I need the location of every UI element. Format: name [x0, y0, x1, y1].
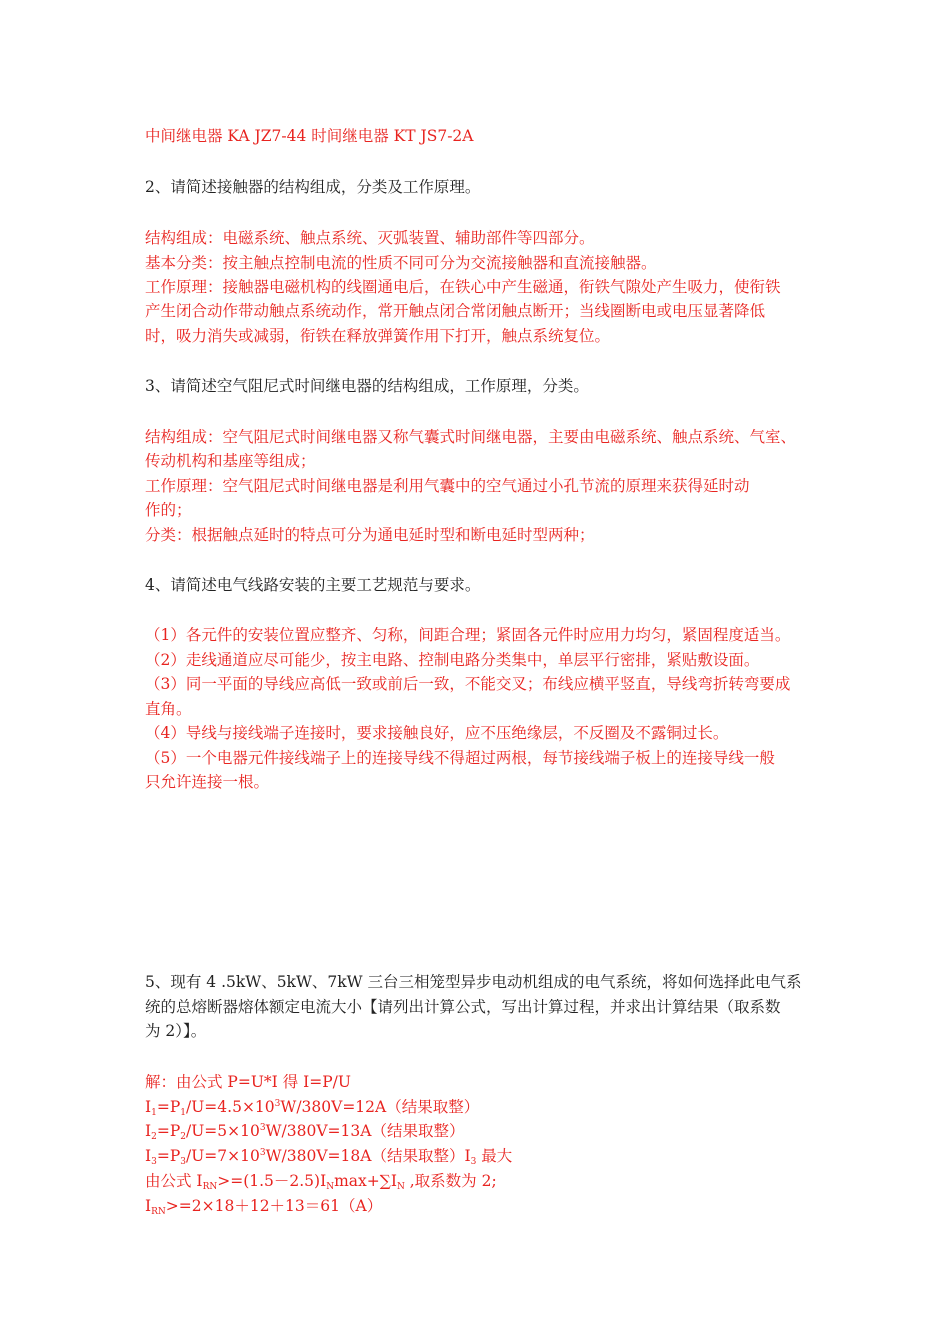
solution-line-fuse-formula: 由公式 $I_{RN}>=(1.5-2.5)I_N\max+\sum I_N$ ,取系数为 2; [145, 1172, 497, 1192]
question-2: 2、请简述接触器的结构组成，分类及工作原理。 [145, 178, 481, 196]
q4-answer-line: 只允许连接一根。 [145, 773, 270, 791]
question-4: 4、请简述电气线路安装的主要工艺规范与要求。 [145, 576, 481, 594]
relay-models-line: 中间继电器 KA JZ7-44 时间继电器 KT JS7-2A [145, 127, 474, 145]
q4-answer-line: （1）各元件的安装位置应整齐、匀称，间距合理；紧固各元件时应用力均匀，紧固程度适当。 [145, 626, 791, 644]
question-5-line: 5、现有 4 .5kW、5kW、7kW 三台三相笼型异步电动机组成的电气系统，将如何选择此电气系 [145, 973, 802, 991]
question-5-line: 统的总熔断器熔体额定电流大小【请列出计算公式，写出计算过程，并求出计算结果（取系数 [145, 998, 781, 1016]
q2-answer-line: 结构组成：电磁系统、触点系统、灭弧装置、辅助部件等四部分。 [145, 229, 595, 247]
q4-answer-line: （5）一个电器元件接线端子上的连接导线不得超过两根，每节接线端子板上的连接导线一般 [145, 749, 775, 767]
q2-answer-line: 工作原理：接触器电磁机构的线圈通电后，在铁心中产生磁通，衔铁气隙处产生吸力，使衔铁 [145, 278, 781, 296]
q4-answer-line: （2）走线通道应尽可能少，按主电路、控制电路分类集中，单层平行密排，紧贴敷设面。 [145, 651, 760, 669]
solution-line-i3: $I_3=P_3/U=7\times 10^3W/380V=18A$（结果取整）$I_3$ 最大 [145, 1147, 513, 1167]
q3-answer-line: 传动机构和基座等组成； [145, 452, 316, 470]
q3-answer-line: 分类：根据触点延时的特点可分为通电延时型和断电延时型两种； [145, 526, 595, 544]
q3-answer-line: 结构组成：空气阻尼式时间继电器又称气囊式时间继电器，主要由电磁系统、触点系统、气室、 [145, 428, 797, 446]
question-3: 3、请简述空气阻尼式时间继电器的结构组成，工作原理，分类。 [145, 377, 589, 395]
q4-answer-line: 直角。 [145, 700, 192, 718]
q4-answer-line: （3）同一平面的导线应高低一致或前后一致，不能交叉；布线应横平竖直，导线弯折转弯要成 [145, 675, 791, 693]
question-5-line: 为 2）】。 [145, 1022, 207, 1040]
solution-line-formula: 解：由公式 P=U*I 得 I=P/U [145, 1073, 351, 1091]
q2-answer-line: 时，吸力消失或减弱，衔铁在释放弹簧作用下打开，触点系统复位。 [145, 327, 611, 345]
solution-line-i2: $I_2=P_2/U=5\times 10^3W/380V=13A$（结果取整） [145, 1122, 465, 1142]
q2-answer-line: 产生闭合动作带动触点系统动作，常开触点闭合常闭触点断开；当线圈断电或电压显著降低 [145, 302, 766, 320]
solution-line-result: $I_{RN}>=2\times 18+12+13=61(A)$ [145, 1197, 383, 1217]
q3-answer-line: 作的； [145, 501, 192, 519]
q4-answer-line: （4）导线与接线端子连接时，要求接触良好，应不压绝缘层，不反圈及不露铜过长。 [145, 724, 729, 742]
q3-answer-line: 工作原理：空气阻尼式时间继电器是利用气囊中的空气通过小孔节流的原理来获得延时动 [145, 477, 750, 495]
q2-answer-line: 基本分类：按主触点控制电流的性质不同可分为交流接触器和直流接触器。 [145, 254, 657, 272]
solution-line-i1: $I_1=P_1/U=4.5\times 10^3W/380V=12A$（结果取整） [145, 1098, 480, 1118]
